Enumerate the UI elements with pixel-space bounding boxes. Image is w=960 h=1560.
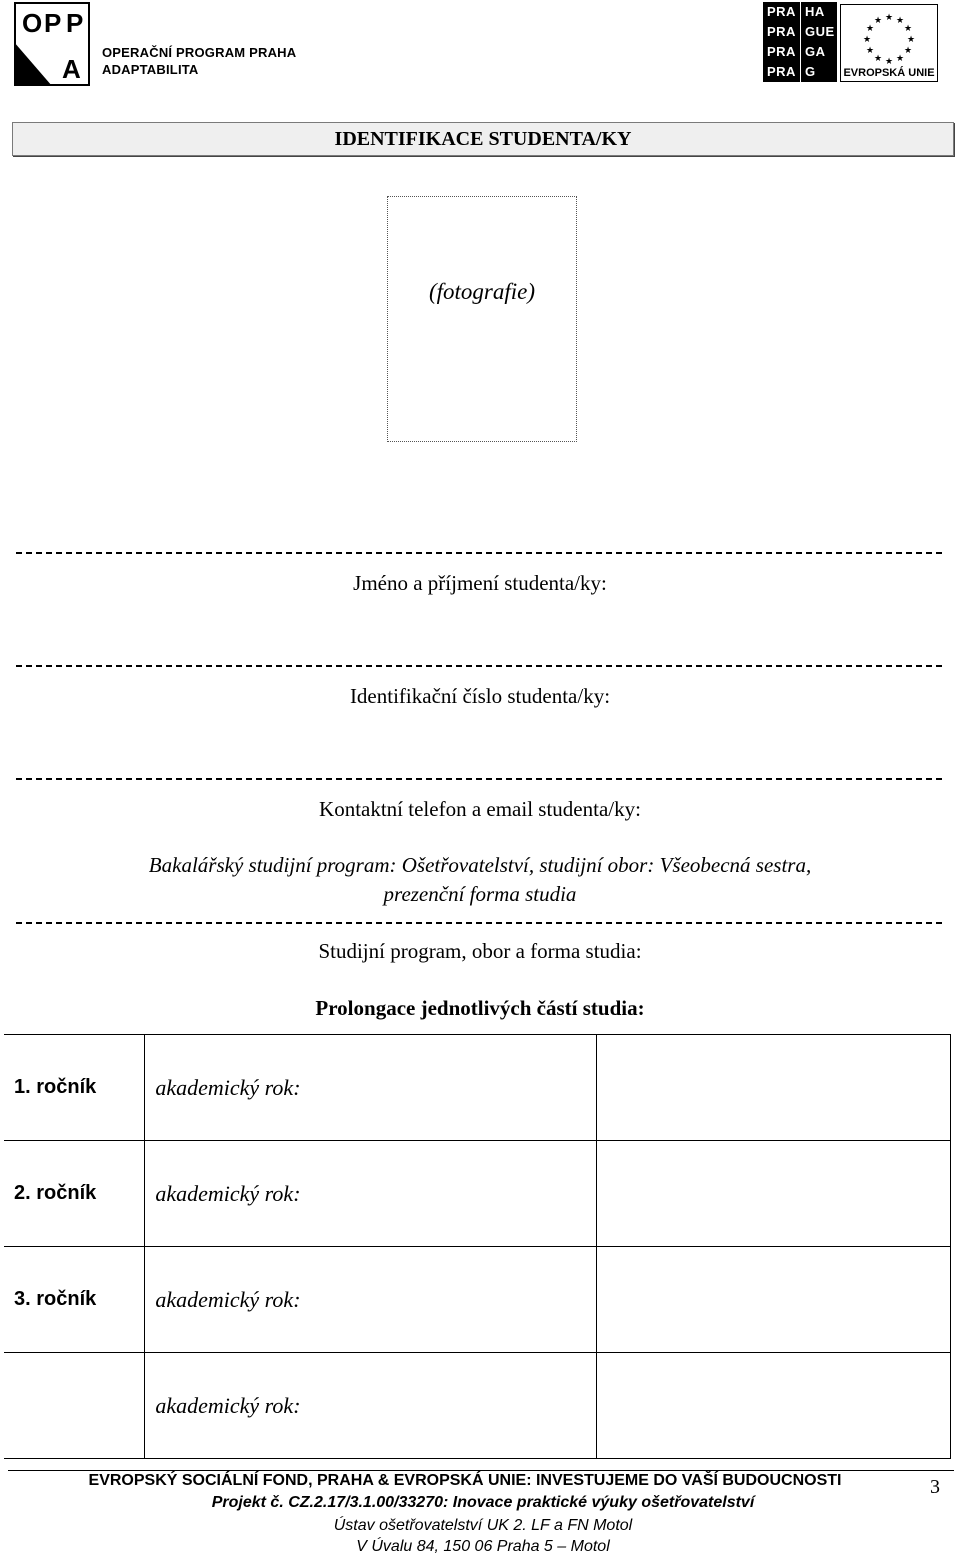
- praha-logo-cell: PRA: [767, 64, 796, 79]
- signature-cell[interactable]: [596, 1141, 950, 1247]
- signature-cell[interactable]: [596, 1247, 950, 1353]
- contact-line: [16, 778, 942, 780]
- svg-text:★: ★: [884, 13, 894, 23]
- signature-cell[interactable]: [596, 1353, 950, 1459]
- svg-text:★: ★: [895, 16, 905, 26]
- oppa-name-line1: OPERAČNÍ PROGRAM PRAHA: [102, 45, 297, 60]
- svg-text:★: ★: [906, 35, 916, 45]
- svg-text:★: ★: [865, 24, 875, 34]
- eu-stars-icon: [841, 5, 937, 65]
- svg-text:★: ★: [884, 57, 894, 65]
- photo-placeholder[interactable]: [387, 196, 577, 442]
- table-row: [4, 1141, 951, 1247]
- oppa-program-name: [102, 44, 296, 78]
- program-value: [0, 851, 960, 909]
- year-cell: [4, 1353, 145, 1459]
- svg-text:O: O: [22, 8, 43, 38]
- signature-cell[interactable]: [596, 1035, 950, 1141]
- praha-logo-cell: PRA: [767, 4, 796, 19]
- program-value-line1: Bakalářský studijní program: Ošetřovatelství, studijní obor: Všeobecná sestra,: [148, 853, 812, 877]
- program-line: [16, 922, 942, 924]
- svg-text:★: ★: [895, 54, 905, 64]
- photo-label: (fotografie): [428, 279, 536, 304]
- svg-text:★: ★: [903, 24, 913, 34]
- svg-text:★: ★: [862, 35, 872, 45]
- eu-logo: [840, 4, 938, 82]
- academic-year-cell[interactable]: akademický rok:: [145, 1353, 596, 1459]
- praha-logo-cell: GA: [800, 42, 837, 62]
- svg-text:P: P: [44, 8, 62, 38]
- table-row: [4, 1035, 951, 1141]
- id-label: Identifikační číslo studenta/ky:: [349, 684, 611, 708]
- praha-logo-cell: GUE: [800, 22, 837, 42]
- year-cell: 3. ročník: [4, 1247, 145, 1353]
- footer-divider: [8, 1470, 954, 1471]
- table-row: [4, 1247, 951, 1353]
- svg-text:★: ★: [865, 46, 875, 56]
- program-label: Studijní program, obor a forma studia:: [318, 939, 642, 963]
- prolongation-table: [4, 1034, 951, 1459]
- svg-text:★: ★: [873, 54, 883, 64]
- oppa-logo: [14, 2, 90, 86]
- footer-address: V Úvalu 84, 150 06 Praha 5 – Motol: [356, 1538, 610, 1555]
- contact-label: Kontaktní telefon a email studenta/ky:: [319, 797, 641, 821]
- table-row: [4, 1353, 951, 1459]
- page-title: IDENTIFIKACE STUDENTA/KY: [12, 122, 954, 156]
- footer-institute: Ústav ošetřovatelství UK 2. LF a FN Motol: [333, 1517, 633, 1534]
- year-cell: 1. ročník: [4, 1035, 145, 1141]
- praha-logo: [763, 2, 837, 82]
- footer-funding: EVROPSKÝ SOCIÁLNÍ FOND, PRAHA & EVROPSKÁ UNIE: INVESTUJEME DO VAŠÍ BUDOUCNOSTI: [88, 1472, 842, 1489]
- praha-logo-cell: G: [800, 62, 837, 82]
- footer-project: Projekt č. CZ.2.17/3.1.00/33270: Inovace praktické výuky ošetřovatelství: [211, 1494, 755, 1511]
- prolongation-heading: Prolongace jednotlivých částí studia:: [315, 996, 645, 1020]
- svg-text:★: ★: [873, 16, 883, 26]
- year-cell: 2. ročník: [4, 1141, 145, 1247]
- praha-logo-cell: HA: [800, 2, 837, 22]
- academic-year-cell[interactable]: akademický rok:: [145, 1141, 596, 1247]
- id-line: [16, 665, 942, 667]
- praha-logo-cell: PRA: [767, 24, 796, 39]
- svg-text:A: A: [62, 54, 81, 84]
- svg-text:P: P: [66, 8, 84, 38]
- page-number: 3: [930, 1476, 940, 1498]
- praha-logo-cell: PRA: [767, 44, 796, 59]
- oppa-name-line2: ADAPTABILITA: [102, 62, 199, 77]
- academic-year-cell[interactable]: akademický rok:: [145, 1247, 596, 1353]
- academic-year-cell[interactable]: akademický rok:: [145, 1035, 596, 1141]
- svg-text:★: ★: [903, 46, 913, 56]
- eu-label: EVROPSKÁ UNIE: [843, 67, 935, 79]
- program-value-line2: prezenční forma studia: [383, 882, 577, 906]
- name-label: Jméno a příjmení studenta/ky:: [353, 571, 607, 595]
- name-line: [16, 552, 942, 554]
